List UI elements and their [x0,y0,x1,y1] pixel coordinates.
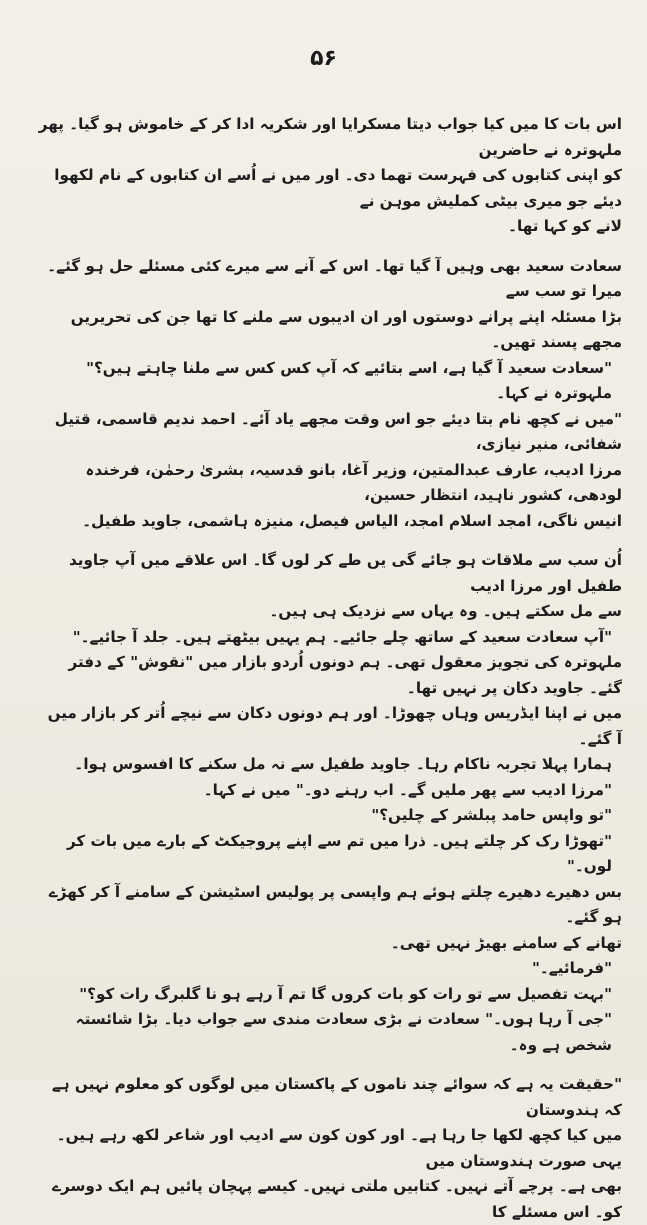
text-line: تھانے کے سامنے بھیڑ نہیں تھی۔ [390,933,622,952]
text-line: ہمارا پہلا تجربہ ناکام رہا۔ جاوید طفیل سے نہ مل سکنے کا افسوس ہوا۔ [74,755,612,773]
text-line: اس بات کا میں کیا جواب دیتا مسکرایا اور شکریہ ادا کر کے خاموش ہو گیا۔ پھر ملہوترہ نے حاضرین [38,115,622,159]
text-line: "بہت تفصیل سے تو رات کو بات کروں گا تم آ رہے ہو نا گلبرگ رات کو؟" [79,984,612,1003]
text-line: "سعادت سعید آ گیا ہے، اسے بتائیے کہ آپ کس کس سے ملنا چاہتے ہیں؟" ملہوترہ نے کہا۔ [86,358,612,402]
text-line: سعادت سعید بھی وہیں آ گیا تھا۔ اس کے آنے سے میرے کئی مسئلے حل ہو گئے۔ میرا تو سب سے [47,256,622,300]
text-line: "تھوڑا رک کر چلتے ہیں۔ ذرا میں تم سے اپنے پروجیکٹ کے بارے میں بات کر لوں۔" [66,831,612,875]
text-line: "میں نے کچھ نام بتا دیئے جو اس وقت مجھے یاد آئے۔ احمد ندیم قاسمی، قتیل شفائی، منیر نیازی، [54,409,622,453]
text-line: "جی آ رہا ہوں۔" سعادت نے بڑی سعادت مندی سے جواب دیا۔ بڑا شائستہ شخص ہے وہ۔ [75,1010,612,1054]
text-line: میں نے اپنا ایڈریس وہاں چھوڑا۔ اور ہم دونوں دکان سے نیچے اُتر کر بازار میں آ گئے۔ [47,704,622,748]
text-line: سے مل سکتے ہیں۔ وہ یہاں سے نزدیک ہی ہیں۔ [269,602,622,620]
text-line: "حقیقت یہ ہے کہ سوائے چند ناموں کے پاکستان میں لوگوں کو معلوم نہیں ہے کہ ہندوستان [51,1075,622,1119]
text-line: لانے کو کہا تھا۔ [508,217,622,235]
text-line: میں کیا کچھ لکھا جا رہا ہے۔ اور کون کون سے ادیب اور شاعر لکھ رہے ہیں۔ یہی صورت ہندوستان میں [56,1126,622,1170]
text-line: مرزا ادیب، عارف عبدالمتین، وزیر آغا، بانو قدسیہ، بشریٰ رحمٰن، فرخندہ لودھی، کشور ناہید، انتظار حسین، [85,460,622,504]
text-line: انیس ناگی، امجد اسلام امجد، الیاس فیصل، منیزہ ہاشمی، جاوید طفیل۔ [82,511,622,530]
text-line: "فرمائیے۔" [531,959,612,977]
text-line: بڑا مسئلہ اپنے پرانے دوستوں اور ان ادیبوں سے ملنے کا تھا جن کی تحریریں مجھے پسند تھیں۔ [70,307,622,351]
text-line: "آپ سعادت سعید کے ساتھ چلے جائیے۔ ہم یہیں بیٹھتے ہیں۔ جلد آ جائیے۔" [72,627,612,646]
text-line: "مرزا ادیب سے پھر ملیں گے۔ اب رہنے دو۔" میں نے کہا۔ [203,780,612,799]
text-line: بس دھیرے دھیرے چلتے ہوئے ہم واپسی پر پولیس اسٹیشن کے سامنے آ کر کھڑے ہو گئے۔ [48,882,622,926]
text-line: ملہوترہ کی تجویز معقول تھی۔ ہم دونوں اُردو بازار میں "نقوش" کے دفتر گئے۔ جاوید دکان پر نہیں تھا۔ [68,653,622,697]
text-line: بھی ہے۔ پرچے آتے نہیں۔ کتابیں ملتی نہیں۔ کیسے پہچان پائیں ہم ایک دوسرے کو۔ اس مسئلے کا [52,1177,622,1221]
text-line: اُن سب سے ملاقات ہو جائے گی یں طے کر لوں گا۔ اس علاقے میں آپ جاوید طفیل اور مرزا ادیب [68,551,622,595]
text-line: کو اپنی کتابوں کی فہرست تھما دی۔ اور میں نے اُسے ان کتابوں کے نام لکھوا دیئے جو میری بیٹی کملیش موہن نے [54,166,622,210]
page-number: ۵۶ [310,46,337,71]
page-body-text [38,112,622,1225]
text-line: "تو واپس حامد پبلشر کے چلیں؟" [371,806,612,824]
